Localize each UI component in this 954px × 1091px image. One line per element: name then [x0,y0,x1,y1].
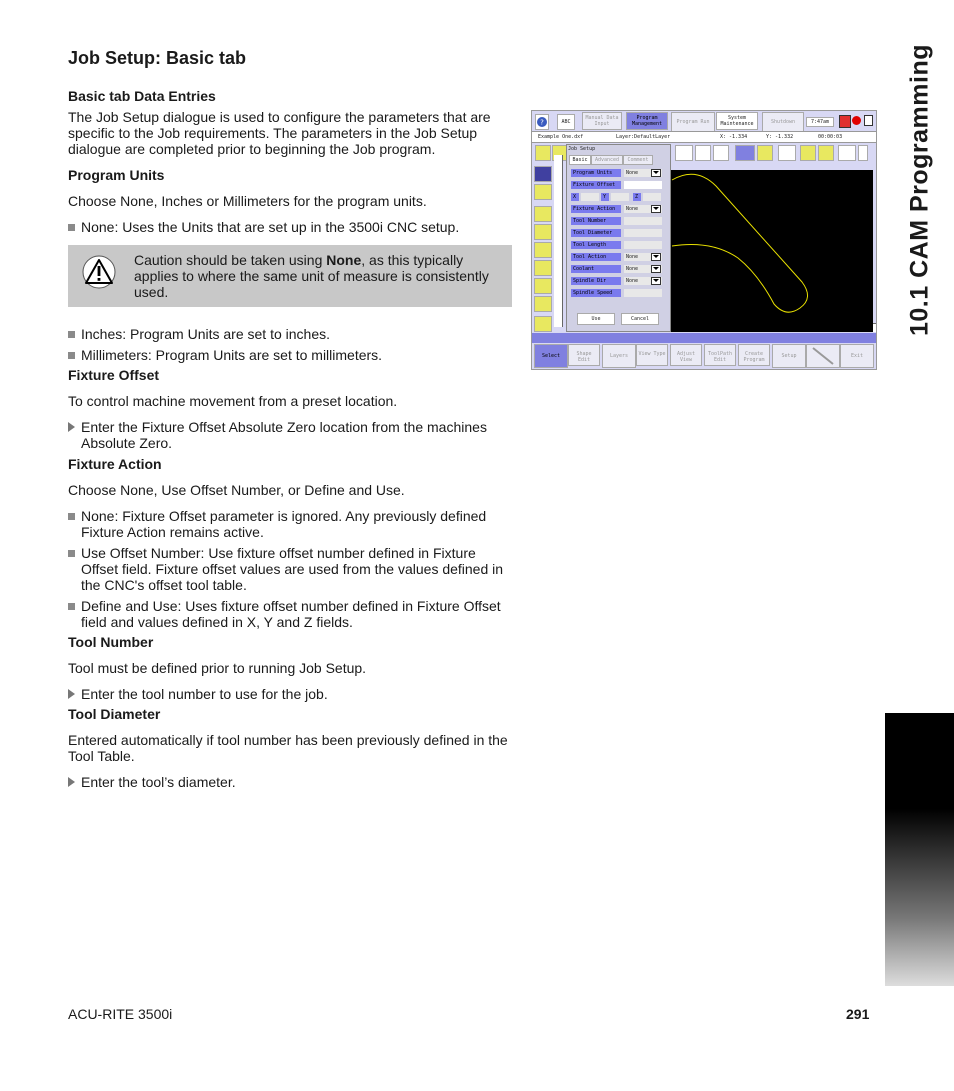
setup-button[interactable]: Setup [772,344,806,368]
cancel-button[interactable]: Cancel [621,313,659,325]
fixture-offset-text: To control machine movement from a preset location. [68,393,398,409]
fixture-action-heading: Fixture Action [68,456,162,472]
bottom-divider [532,333,876,343]
caution-text-pre: Caution should be taken using [134,252,327,268]
blank-button[interactable] [806,344,840,368]
layers-button[interactable]: Layers [602,344,636,368]
status-x: X: -1.334 [720,134,748,140]
tab-advanced[interactable]: Advanced [591,155,623,165]
more-icon[interactable] [858,145,868,161]
job-setup-dialog [566,144,671,332]
status-layer: Layer:DefaultLayer [616,134,671,140]
help-icon [536,115,548,129]
abc-tool-icon[interactable] [534,260,552,276]
select-button[interactable]: Select [534,344,568,368]
y-input[interactable] [611,193,629,201]
zoom-icon[interactable] [818,145,834,161]
left-toolbar [534,166,552,336]
status-bar [532,131,876,143]
caution-text-post: , as this typically applies to where the same unit of measure is consistently used. [134,252,489,300]
tool-action-label: Tool Action [571,253,621,261]
chapter-tab-marker [885,713,954,986]
program-units-bullet-mm: Millimeters: Program Units are set to millimeters. [81,347,383,363]
chevron-down-icon[interactable] [651,205,661,213]
basic-entries-heading: Basic tab Data Entries [68,88,216,104]
fixture-offset-input[interactable] [624,181,662,189]
adjust-view-button[interactable]: Adjust View [670,344,702,366]
x-label: X [571,193,579,201]
ellipsis-tool-icon[interactable] [534,296,552,312]
chevron-down-icon[interactable] [651,277,661,285]
program-units-label: Program Units [571,169,621,177]
page-title: Job Setup: Basic tab [68,48,247,68]
tool-length-input[interactable] [624,241,662,249]
tool-number-text: Tool must be defined prior to running Job Setup. [68,660,367,676]
tool-diameter-text: Entered automatically if tool number has been previously defined in the Tool Table. [68,732,508,764]
fixture-offset-heading: Fixture Offset [68,367,160,383]
status-time: 00:00:03 [818,134,843,140]
program-units-bullet-inches: Inches: Program Units are set to inches. [81,326,330,342]
exit-button[interactable]: Exit [840,344,874,368]
record-icon[interactable] [852,116,861,125]
coolant-select[interactable]: None [624,265,662,273]
program-units-heading: Program Units [68,167,165,183]
grid-select-icon[interactable] [778,145,796,161]
fixture-action-section [68,456,512,630]
fixture-action-label: Fixture Action [571,205,621,213]
toolpath-shape [666,170,873,332]
status-file: Example One.dxf [538,134,584,140]
measure-tool-icon[interactable] [735,145,755,161]
program-units-select[interactable]: None [624,169,662,177]
spindle-speed-input[interactable] [624,289,662,297]
tool-number-section [68,634,512,702]
program-units-bullet-none: None: Uses the Units that are set up in the 3500i CNC setup. [81,219,460,235]
tool-number-label: Tool Number [571,217,621,225]
toolpath-edit-button[interactable]: ToolPath Edit [704,344,736,366]
status-y: Y: -1.332 [766,134,794,140]
fixture-action-bullet-none: None: Fixture Offset parameter is ignored. Any previously defined Fixture Action remains active. [81,508,487,540]
vertical-ruler [554,155,563,327]
cross-tool-icon[interactable] [695,145,711,161]
stop-icon[interactable] [839,115,851,128]
basic-entries-section [68,88,512,157]
pointer-tool-icon[interactable] [800,145,816,161]
chevron-down-icon[interactable] [651,253,661,261]
view-type-button[interactable]: View Type [636,344,668,366]
tool-number-step: Enter the tool number to use for the job. [81,686,328,702]
job-setup-screenshot [531,110,877,370]
z-input[interactable] [643,193,661,201]
fixture-action-bullet-use: Use Offset Number: Use fixture offset number defined in Fixture Offset field. Fixture offset values are used from the values defined in the CNC's offset tool table. [81,545,504,593]
select-tool-icon[interactable] [534,166,552,182]
caution-box [68,245,512,307]
tool-length-label: Tool Length [571,241,621,249]
tool-number-heading: Tool Number [68,634,154,650]
program-units-section [68,167,512,235]
shutdown-button[interactable]: Shutdown [762,112,804,132]
tab-basic[interactable]: Basic [569,155,591,165]
abc-button[interactable]: ABC [557,114,575,130]
program-units-more [68,326,512,363]
manual-data-input-button[interactable]: Manual Data Input [582,112,622,130]
tool-diameter-section [68,706,512,790]
program-run-button[interactable]: Program Run [671,112,715,132]
drawing-canvas[interactable] [666,170,873,332]
tab-comment[interactable]: Comment [623,155,653,165]
system-maintenance-button[interactable]: System Maintenance [716,112,758,130]
footer-product: ACU-RITE 3500i [68,1006,173,1022]
monitor-tool-icon[interactable] [534,184,552,200]
caution-text-bold: None [326,252,362,268]
basic-entries-text: The Job Setup dialogue is used to configure the parameters that are specific to the Job requirements. The parameters in the Job Setup dialogue are completed prior to beginning the Job program. [68,109,491,157]
caution-text [134,252,506,300]
create-program-button[interactable]: Create Program [738,344,770,366]
fixture-action-text: Choose None, Use Offset Number, or Define and Use. [68,482,405,498]
paint-tool-icon[interactable] [534,316,552,332]
spindle-speed-label: Spindle Speed [571,289,621,297]
fixture-offset-section [68,367,512,451]
tool-diameter-label: Tool Diameter [571,229,621,237]
clock-display: 7:47am [806,117,834,127]
point-tool-icon[interactable] [535,145,551,161]
tool-diameter-heading: Tool Diameter [68,706,161,722]
list-tool-icon[interactable] [713,145,729,161]
tool-action-select[interactable]: None [624,253,662,261]
fixture-action-bullet-define: Define and Use: Uses fixture offset number defined in Fixture Offset field and values defined in X, Y and Z fields. [81,598,501,630]
tool-diameter-step: Enter the tool’s diameter. [81,774,236,790]
tool-number-input[interactable] [624,217,662,225]
table-tool-icon[interactable] [534,206,552,222]
chapter-side-title: 10.1 CAM Programming [905,43,934,337]
coolant-label: Coolant [571,265,621,273]
slash-icon [807,345,839,367]
spindle-dir-label: Spindle Dir [571,277,621,285]
gear-tool-icon[interactable] [534,242,552,258]
chevron-down-icon[interactable] [651,265,661,273]
help-button[interactable] [535,114,549,130]
use-button[interactable]: Use [577,313,615,325]
unlock-icon[interactable] [864,115,873,126]
x-input[interactable] [581,193,599,201]
grid-icon[interactable] [838,145,856,161]
fixture-offset-step: Enter the Fixture Offset Absolute Zero location from the machines Absolute Zero. [81,419,487,451]
z-label: Z [633,193,641,201]
warning-icon [82,255,116,289]
fixture-action-select[interactable]: None [624,205,662,213]
dialog-title: Job Setup [568,146,596,152]
chevron-down-icon[interactable] [651,169,661,177]
fixture-offset-label: Fixture Offset [571,181,621,189]
y-label: Y [601,193,609,201]
save-tool-icon[interactable] [757,145,773,161]
bottom-nav [532,343,876,369]
spindle-dir-select[interactable]: None [624,277,662,285]
program-units-text: Choose None, Inches or Millimeters for the program units. [68,193,427,209]
settings-tool-icon[interactable] [534,278,552,294]
program-management-button[interactable]: Program Management [626,112,668,130]
circle-tool-icon[interactable] [675,145,693,161]
tool-diameter-input[interactable] [624,229,662,237]
footer-page-number: 291 [846,1006,870,1022]
image-tool-icon[interactable] [534,224,552,240]
svg-text:?: ? [540,118,544,127]
shape-edit-button[interactable]: Shape Edit [568,344,600,366]
